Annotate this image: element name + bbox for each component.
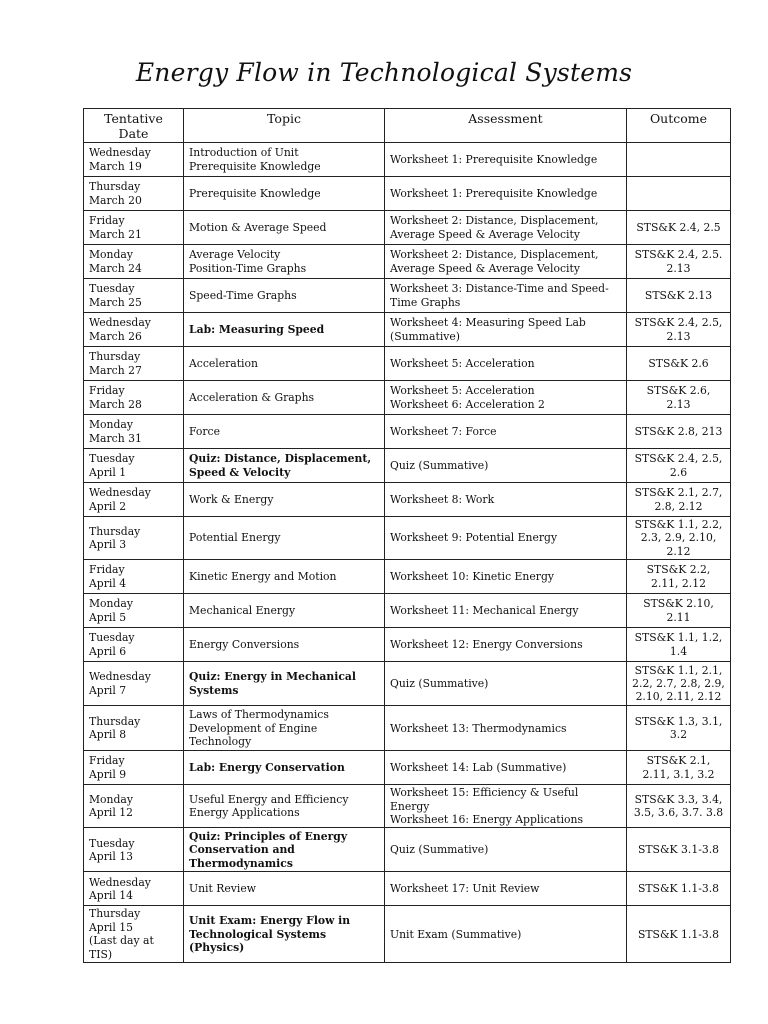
- row-outcome: STS&K 2.13: [627, 279, 731, 313]
- row-assessment: Worksheet 13: Thermodynamics: [385, 706, 627, 751]
- header-topic: Topic: [184, 109, 385, 143]
- row-topic: Average Velocity Position-Time Graphs: [184, 245, 385, 279]
- table-row: [84, 211, 731, 245]
- table-row: [84, 483, 731, 517]
- row-topic: Lab: Measuring Speed: [184, 313, 385, 347]
- row-date: Tuesday April 1: [84, 449, 184, 483]
- row-assessment: Worksheet 14: Lab (Summative): [385, 751, 627, 785]
- row-assessment: Worksheet 5: Acceleration Worksheet 6: Acceleration 2: [385, 381, 627, 415]
- row-assessment: Worksheet 11: Mechanical Energy: [385, 594, 627, 628]
- header-outcome: Outcome: [627, 109, 731, 143]
- row-topic: Unit Review: [184, 872, 385, 906]
- row-assessment: Worksheet 7: Force: [385, 415, 627, 449]
- row-topic: Useful Energy and Efficiency Energy Applications: [184, 785, 385, 828]
- table-row: [84, 381, 731, 415]
- row-topic: Prerequisite Knowledge: [184, 177, 385, 211]
- row-topic: Acceleration & Graphs: [184, 381, 385, 415]
- header-date: Tentative Date: [84, 109, 184, 143]
- row-outcome: STS&K 2.4, 2.5, 2.13: [627, 313, 731, 347]
- row-outcome: STS&K 1.1, 2.2, 2.3, 2.9, 2.10, 2.12: [627, 517, 731, 560]
- row-date: Tuesday April 6: [84, 628, 184, 662]
- table-row: [84, 628, 731, 662]
- row-topic: Energy Conversions: [184, 628, 385, 662]
- row-date: Monday March 31: [84, 415, 184, 449]
- row-topic: Force: [184, 415, 385, 449]
- row-date: Thursday March 27: [84, 347, 184, 381]
- row-outcome: STS&K 1.1, 1.2, 1.4: [627, 628, 731, 662]
- row-date: Friday March 28: [84, 381, 184, 415]
- row-outcome: STS&K 2.4, 2.5. 2.13: [627, 245, 731, 279]
- table-row: [84, 906, 731, 963]
- row-outcome: [627, 143, 731, 177]
- table-row: [84, 245, 731, 279]
- schedule-table: [83, 108, 731, 963]
- row-assessment: Worksheet 12: Energy Conversions: [385, 628, 627, 662]
- row-topic: Quiz: Energy in Mechanical Systems: [184, 662, 385, 706]
- row-topic: Quiz: Distance, Displacement, Speed & Velocity: [184, 449, 385, 483]
- table-row: [84, 594, 731, 628]
- row-outcome: STS&K 3.1-3.8: [627, 828, 731, 872]
- row-assessment: Quiz (Summative): [385, 662, 627, 706]
- row-outcome: STS&K 3.3, 3.4, 3.5, 3.6, 3.7. 3.8: [627, 785, 731, 828]
- row-topic: Mechanical Energy: [184, 594, 385, 628]
- row-date: Thursday April 8: [84, 706, 184, 751]
- row-topic: Unit Exam: Energy Flow in Technological Systems (Physics): [184, 906, 385, 963]
- row-date: Wednesday March 26: [84, 313, 184, 347]
- table-row: [84, 517, 731, 560]
- row-topic: Kinetic Energy and Motion: [184, 560, 385, 594]
- row-date: Monday April 12: [84, 785, 184, 828]
- row-date: Wednesday March 19: [84, 143, 184, 177]
- table-row: [84, 347, 731, 381]
- row-assessment: Unit Exam (Summative): [385, 906, 627, 963]
- row-assessment: Worksheet 3: Distance-Time and Speed- Time Graphs: [385, 279, 627, 313]
- row-outcome: STS&K 2.6, 2.13: [627, 381, 731, 415]
- row-assessment: Worksheet 15: Efficiency & Useful Energy Worksheet 16: Energy Applications: [385, 785, 627, 828]
- row-topic: Potential Energy: [184, 517, 385, 560]
- header-assessment: Assessment: [385, 109, 627, 143]
- row-topic: Speed-Time Graphs: [184, 279, 385, 313]
- row-assessment: Worksheet 4: Measuring Speed Lab (Summative): [385, 313, 627, 347]
- row-assessment: Worksheet 8: Work: [385, 483, 627, 517]
- table-row: [84, 313, 731, 347]
- row-outcome: STS&K 2.1, 2.7, 2.8, 2.12: [627, 483, 731, 517]
- table-row: [84, 177, 731, 211]
- row-date: Wednesday April 7: [84, 662, 184, 706]
- row-assessment: Quiz (Summative): [385, 828, 627, 872]
- row-outcome: STS&K 1.3, 3.1, 3.2: [627, 706, 731, 751]
- row-assessment: Worksheet 2: Distance, Displacement, Average Speed & Average Velocity: [385, 245, 627, 279]
- row-assessment: Worksheet 1: Prerequisite Knowledge: [385, 177, 627, 211]
- row-assessment: Worksheet 10: Kinetic Energy: [385, 560, 627, 594]
- row-date: Thursday March 20: [84, 177, 184, 211]
- row-outcome: STS&K 2.4, 2.5, 2.6: [627, 449, 731, 483]
- table-row: [84, 143, 731, 177]
- row-assessment: Worksheet 2: Distance, Displacement, Average Speed & Average Velocity: [385, 211, 627, 245]
- table-row: [84, 872, 731, 906]
- row-outcome: STS&K 1.1-3.8: [627, 872, 731, 906]
- row-date: Friday April 9: [84, 751, 184, 785]
- row-outcome: STS&K 2.2, 2.11, 2.12: [627, 560, 731, 594]
- row-assessment: Worksheet 5: Acceleration: [385, 347, 627, 381]
- row-date: Monday March 24: [84, 245, 184, 279]
- table-row: [84, 706, 731, 751]
- table-row: [84, 449, 731, 483]
- row-outcome: STS&K 2.10, 2.11: [627, 594, 731, 628]
- row-topic: Introduction of Unit Prerequisite Knowledge: [184, 143, 385, 177]
- row-outcome: STS&K 1.1, 2.1, 2.2, 2.7, 2.8, 2.9, 2.10, 2.11, 2.12: [627, 662, 731, 706]
- table-row: [84, 751, 731, 785]
- row-assessment: Worksheet 9: Potential Energy: [385, 517, 627, 560]
- table-row: [84, 279, 731, 313]
- row-topic: Motion & Average Speed: [184, 211, 385, 245]
- row-date: Friday March 21: [84, 211, 184, 245]
- table-row: [84, 828, 731, 872]
- row-assessment: Worksheet 1: Prerequisite Knowledge: [385, 143, 627, 177]
- row-topic: Acceleration: [184, 347, 385, 381]
- row-date: Monday April 5: [84, 594, 184, 628]
- row-assessment: Worksheet 17: Unit Review: [385, 872, 627, 906]
- row-outcome: STS&K 2.8, 213: [627, 415, 731, 449]
- row-date: Thursday April 3: [84, 517, 184, 560]
- document-title: Energy Flow in Technological Systems: [135, 58, 633, 87]
- row-date: Thursday April 15 (Last day at TIS): [84, 906, 184, 963]
- table-row: [84, 785, 731, 828]
- row-topic: Quiz: Principles of Energy Conservation and Thermodynamics: [184, 828, 385, 872]
- row-topic: Laws of Thermodynamics Development of Engine Technology: [184, 706, 385, 751]
- row-outcome: STS&K 2.6: [627, 347, 731, 381]
- table-row: [84, 662, 731, 706]
- row-outcome: STS&K 2.4, 2.5: [627, 211, 731, 245]
- row-date: Friday April 4: [84, 560, 184, 594]
- row-topic: Work & Energy: [184, 483, 385, 517]
- schedule-rows: [84, 143, 731, 963]
- row-outcome: STS&K 2.1, 2.11, 3.1, 3.2: [627, 751, 731, 785]
- row-date: Wednesday April 2: [84, 483, 184, 517]
- row-topic: Lab: Energy Conservation: [184, 751, 385, 785]
- row-date: Tuesday March 25: [84, 279, 184, 313]
- table-row: [84, 415, 731, 449]
- row-assessment: Quiz (Summative): [385, 449, 627, 483]
- table-header-row: [84, 109, 731, 143]
- row-date: Tuesday April 13: [84, 828, 184, 872]
- row-outcome: STS&K 1.1-3.8: [627, 906, 731, 963]
- row-outcome: [627, 177, 731, 211]
- row-date: Wednesday April 14: [84, 872, 184, 906]
- table-row: [84, 560, 731, 594]
